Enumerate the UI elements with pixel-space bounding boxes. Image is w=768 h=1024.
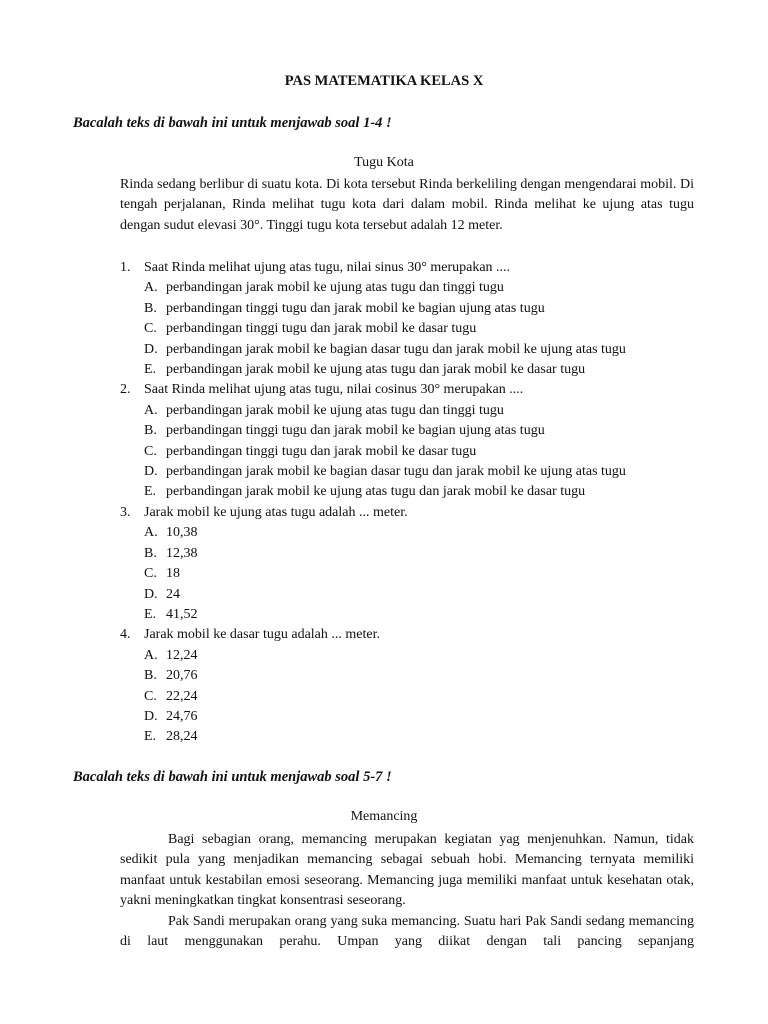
page-title: PAS MATEMATIKA KELAS X xyxy=(284,73,484,89)
option-letter: E. xyxy=(144,729,157,745)
option-list xyxy=(120,401,720,503)
question-list xyxy=(120,258,720,748)
question-number: 4. xyxy=(120,627,131,643)
option-letter: B. xyxy=(144,668,157,684)
option-text: 10,38 xyxy=(166,525,198,541)
option-letter: B. xyxy=(144,545,157,561)
option-text: 28,24 xyxy=(166,729,198,745)
option-text: perbandingan tinggi tugu dan jarak mobil ke bagian ujung atas tugu xyxy=(166,300,545,316)
section1-story-text: Rinda sedang berlibur di suatu kota. Di kota tersebut Rinda berkeliling dengan mengendarai mobil. Di tengah perjalanan, Rinda melihat tugu kota dari dalam mobil. Rinda melihat ke ujung atas tugu dengan sudut elevasi 30°. Tinggi tugu kota tersebut adalah 12 meter. xyxy=(120,177,694,233)
section2-instruction: Bacalah teks di bawah ini untuk menjawab soal 5-7 ! xyxy=(73,769,392,785)
question-3 xyxy=(120,503,720,625)
option-text: 22,24 xyxy=(166,688,198,704)
option-item xyxy=(144,707,720,727)
option-item xyxy=(144,585,720,605)
option-letter: E. xyxy=(144,484,157,500)
option-text: perbandingan tinggi tugu dan jarak mobil ke dasar tugu xyxy=(166,443,477,459)
option-letter: B. xyxy=(144,423,157,439)
section2-story-title: Memancing xyxy=(350,809,418,824)
option-letter: D. xyxy=(144,708,158,724)
option-item xyxy=(144,605,720,625)
question-number: 2. xyxy=(120,382,131,398)
option-letter: B. xyxy=(144,300,157,316)
option-letter: E. xyxy=(144,362,157,378)
option-list xyxy=(120,523,720,625)
section1-story-title: Tugu Kota xyxy=(354,155,414,170)
question-text: Jarak mobil ke dasar tugu adalah ... meter. xyxy=(144,627,380,643)
option-item xyxy=(144,340,720,360)
option-letter: D. xyxy=(144,586,158,602)
option-item xyxy=(144,482,720,502)
option-text: 24 xyxy=(166,586,180,602)
section1-instruction: Bacalah teks di bawah ini untuk menjawab soal 1-4 ! xyxy=(73,115,392,131)
option-item xyxy=(144,421,720,441)
option-letter: C. xyxy=(144,566,157,582)
section2-paragraph-1: Bagi sebagian orang, memancing merupakan kegiatan yag menjenuhkan. Namun, tidak sedikit pula yang menjadikan memancing sebagai sebuah hobi. Memancing ternyata memiliki manfaat untuk kestabilan emosi seseorang. Memancing juga memiliki manfaat untuk kesehatan otak, yakni meningkatkan tingkat konsentrasi seseorang. xyxy=(120,832,694,909)
option-item xyxy=(144,442,720,462)
option-letter: C. xyxy=(144,688,157,704)
option-letter: A. xyxy=(144,402,158,418)
option-letter: E. xyxy=(144,606,157,622)
option-text: 41,52 xyxy=(166,606,198,622)
option-item xyxy=(144,544,720,564)
section1-story xyxy=(120,175,694,236)
option-item xyxy=(144,727,720,747)
option-item xyxy=(144,666,720,686)
question-text: Jarak mobil ke ujung atas tugu adalah ... meter. xyxy=(144,504,408,520)
option-list xyxy=(120,646,720,748)
option-text: 18 xyxy=(166,566,180,582)
option-letter: C. xyxy=(144,443,157,459)
question-text: Saat Rinda melihat ujung atas tugu, nilai sinus 30° merupakan .... xyxy=(144,260,511,275)
question-text: Saat Rinda melihat ujung atas tugu, nilai cosinus 30° merupakan .... xyxy=(144,382,524,398)
option-item xyxy=(144,278,720,298)
question-number: 1. xyxy=(120,260,131,275)
option-text: 20,76 xyxy=(166,668,198,684)
question-4 xyxy=(120,625,720,747)
option-item xyxy=(144,462,720,482)
option-text: 12,24 xyxy=(166,647,198,663)
option-letter: A. xyxy=(144,647,158,663)
question-number: 3. xyxy=(120,504,131,520)
option-item xyxy=(144,319,720,339)
option-item xyxy=(144,523,720,543)
option-text: perbandingan tinggi tugu dan jarak mobil ke bagian ujung atas tugu xyxy=(166,423,545,439)
option-item xyxy=(144,646,720,666)
option-letter: D. xyxy=(144,464,158,480)
option-letter: A. xyxy=(144,280,158,296)
option-text: perbandingan jarak mobil ke bagian dasar tugu dan jarak mobil ke ujung atas tugu xyxy=(166,464,626,480)
option-text: perbandingan jarak mobil ke ujung atas tugu dan tinggi tugu xyxy=(166,280,504,296)
option-letter: A. xyxy=(144,525,158,541)
option-list xyxy=(120,278,720,380)
option-text: perbandingan jarak mobil ke ujung atas tugu dan jarak mobil ke dasar tugu xyxy=(166,362,586,378)
section2-paragraph-2: Pak Sandi merupakan orang yang suka memancing. Suatu hari Pak Sandi sedang memancing di laut menggunakan perahu. Umpan yang diikat dengan tali pancing sepanjang xyxy=(120,914,694,950)
option-text: perbandingan tinggi tugu dan jarak mobil ke dasar tugu xyxy=(166,321,477,337)
option-item xyxy=(144,360,720,380)
section2-story-continued xyxy=(120,912,694,953)
option-letter: C. xyxy=(144,321,157,337)
option-item xyxy=(144,401,720,421)
question-1 xyxy=(120,258,720,380)
option-item xyxy=(144,564,720,584)
option-text: perbandingan jarak mobil ke bagian dasar tugu dan jarak mobil ke ujung atas tugu xyxy=(166,341,626,357)
option-text: 12,38 xyxy=(166,545,198,561)
option-item xyxy=(144,687,720,707)
option-letter: D. xyxy=(144,341,158,357)
section2-story xyxy=(120,830,694,912)
option-text: 24,76 xyxy=(166,708,198,724)
option-text: perbandingan jarak mobil ke ujung atas tugu dan tinggi tugu xyxy=(166,402,504,418)
option-text: perbandingan jarak mobil ke ujung atas tugu dan jarak mobil ke dasar tugu xyxy=(166,484,586,500)
option-item xyxy=(144,299,720,319)
question-2 xyxy=(120,380,720,502)
